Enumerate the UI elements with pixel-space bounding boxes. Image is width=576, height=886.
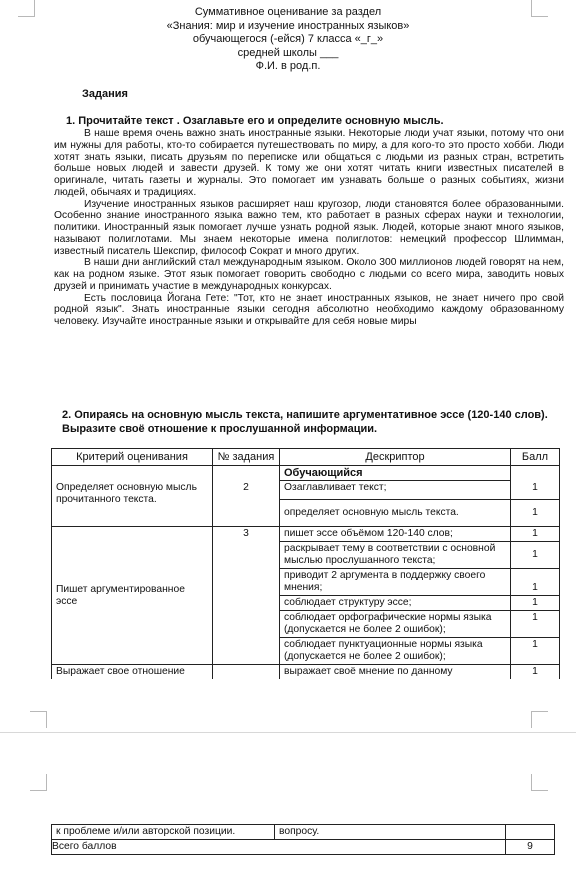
score-cell: 1 xyxy=(511,665,560,680)
descriptor-cell: соблюдает структуру эссе; xyxy=(280,596,511,611)
margin-corner-mark xyxy=(30,711,47,728)
task-number-cell: 3 xyxy=(213,527,280,665)
col-header-score: Балл xyxy=(511,449,560,466)
criterion-cell: Определяет основную мысль прочитанного текста. xyxy=(52,481,213,527)
score-cell: 1 xyxy=(511,596,560,611)
criterion-cell: к проблеме и/или авторской позиции. xyxy=(52,825,275,840)
task1-heading: 1. Прочитайте текст . Озаглавьте его и определите основную мысль. xyxy=(66,115,444,127)
col-header-descriptor: Дескриптор xyxy=(280,449,511,466)
score-cell: 1 xyxy=(511,527,560,542)
score-cell: 1 xyxy=(511,569,560,596)
header-line: «Знания: мир и изучение иностранных языков» xyxy=(166,19,410,32)
total-value: 9 xyxy=(506,840,555,855)
header-line: Суммативное оценивание за раздел xyxy=(194,6,382,18)
col-header-criterion: Критерий оценивания xyxy=(52,449,213,466)
score-cell: 1 xyxy=(511,542,560,569)
header-line: Ф.И. в род.п. xyxy=(255,60,321,73)
score-cell: 1 xyxy=(511,611,560,638)
text-paragraph: В наши дни английский стал международным языком. Около 300 миллионов людей говорят на нем, как на родном языке. Этот язык помогает говорить свободно с людьми со всего мира, заводить новых друзей и принимать участие в международных конкурсах. xyxy=(54,257,564,292)
descriptor-cell: раскрывает тему в соответствии с основной мыслью прослушанного текста; xyxy=(280,542,511,569)
score-cell: 1 xyxy=(511,481,560,500)
descriptor-cell: соблюдает орфографические нормы языка (допускается не более 2 ошибок); xyxy=(280,611,511,638)
criterion-cell: Выражает свое отношение xyxy=(52,665,213,680)
descriptor-cell: соблюдает пунктуационные нормы языка (допускается не более 2 ошибок); xyxy=(280,638,511,665)
margin-corner-mark xyxy=(30,774,47,791)
header-line: обучающегося (-ейся) 7 класса «_г_» xyxy=(192,33,384,46)
score-cell: 1 xyxy=(511,500,560,527)
descriptor-cell: выражает своё мнение по данному xyxy=(280,665,511,680)
text-paragraph: В наше время очень важно знать иностранные языки. Некоторые люди учат языки, потому что они им нужны для работы, кто-то собирается путешествовать по миру, а для кого-то это просто хобби. Люди хотят знать языки, писать друзьям по переписке или общаться с людьми из разных стран, встретить больше новых людей и завести друзей. К тому же они хотят читать книги известных писателей в оригинале, читать газеты и журналы. Это помогает им узнавать больше о разных событиях, жизни людей, обычаях и традициях. xyxy=(54,128,564,198)
criterion-cell: Пишет аргументированное эссе xyxy=(52,527,213,665)
tasks-title: Задания xyxy=(82,88,128,100)
descriptor-cell: пишет эссе объёмом 120-140 слов; xyxy=(280,527,511,542)
rubric-table-continued xyxy=(51,824,555,855)
col-header-task-no: № задания xyxy=(213,449,280,466)
task-number-cell: 2 xyxy=(213,481,280,527)
score-cell: 1 xyxy=(511,638,560,665)
descriptor-cell: приводит 2 аргумента в поддержку своего мнения; xyxy=(280,569,511,596)
rubric-table xyxy=(51,448,560,679)
margin-corner-mark xyxy=(531,711,548,728)
document-header xyxy=(0,6,576,74)
page-break xyxy=(0,732,576,770)
task2-heading: 2. Опираясь на основную мысль текста, напишите аргументативное эссе (120-140 слов). Выразите своё отношение к прослушанной информации. xyxy=(62,409,548,435)
descriptor-cell: определяет основную мысль текста. xyxy=(280,500,511,527)
text-paragraph: Есть пословица Йогана Гете: "Тот, кто не знает иностранных языков, не знает ничего про свой родной язык". Знать иностранные языки сегодня абсолютно необходимо каждому образованному человеку. Изучайте иностранные языки и открывайте для себя новые миры xyxy=(54,292,564,327)
page-2 xyxy=(0,768,576,886)
descriptor-subheader: Обучающийся xyxy=(280,466,511,481)
descriptor-cell: Озаглавливает текст; xyxy=(280,481,511,500)
header-line: средней школы ___ xyxy=(237,46,339,59)
reading-text xyxy=(54,128,564,328)
margin-corner-mark xyxy=(531,774,548,791)
text-paragraph: Изучение иностранных языков расширяет наш кругозор, люди становятся более образованными. Особенно знание иностранного языка важно тем, кто работает в разных сферах науки и технологии, политики. Иностранный язык помогает лучше узнать родной язык. Людей, которые знают много языков, называют полиглотами. Мы знаем некоторые имена полиглотов: немецкий профессор Шлимман, известный писатель Шекспир, философ Сократ и много других. xyxy=(54,198,564,257)
descriptor-cell: вопросу. xyxy=(275,825,506,840)
total-label: Всего баллов xyxy=(52,840,506,855)
